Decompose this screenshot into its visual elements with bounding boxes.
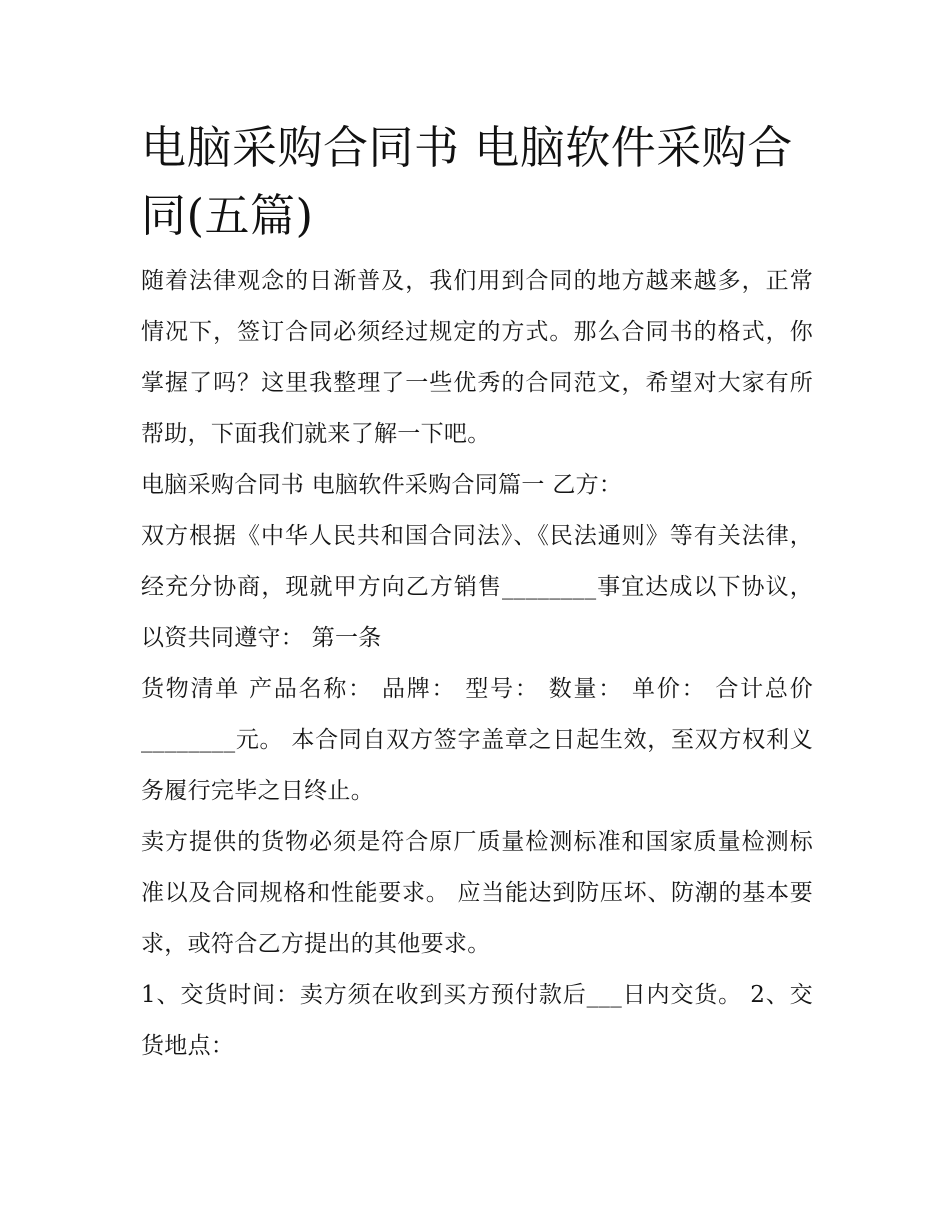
paragraph-list: [141, 256, 813, 1072]
paragraph-delivery: 1、交货时间：卖方须在收到买方预付款后___日内交货。 2、交货地点：: [141, 982, 813, 1059]
paragraph-quality-standard: 卖方提供的货物必须是符合原厂质量检测标准和国家质量检测标准以及合同规格和性能要求。 应当能达到防压坏、防潮的基本要求，或符合乙方提出的其他要求。: [141, 829, 813, 957]
paragraph-goods-list: 货物清单 产品名称： 品牌： 型号： 数量： 单价： 合计总价________元。 本合同自双方签字盖章之日起生效，至双方权利义务履行完毕之日终止。: [141, 676, 813, 804]
paragraph-agreement-basis: 双方根据《中华人民共和国合同法》、《民法通则》等有关法律，经充分协商，现就甲方向乙方销售________事宜达成以下协议，以资共同遵守： 第一条: [141, 523, 813, 651]
paragraph-intro: 随着法律观念的日渐普及，我们用到合同的地方越来越多，正常情况下，签订合同必须经过规定的方式。那么合同书的格式，你掌握了吗？这里我整理了一些优秀的合同范文，希望对大家有所帮助，下面我们就来了解一下吧。: [141, 268, 813, 447]
document-title: 电脑采购合同书 电脑软件采购合同(五篇): [141, 121, 793, 242]
document-body: [141, 114, 813, 1072]
paragraph-section-heading: 电脑采购合同书 电脑软件采购合同篇一 乙方：: [141, 472, 623, 498]
